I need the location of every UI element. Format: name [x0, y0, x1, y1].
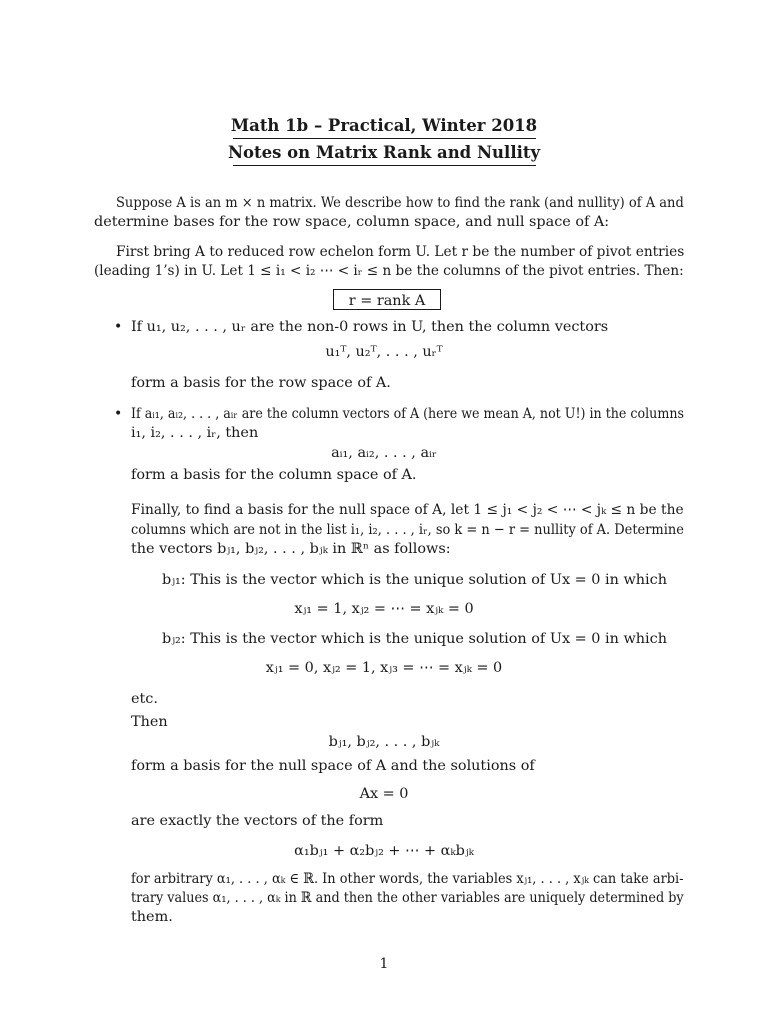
null-basis-equation: bⱼ₁, bⱼ₂, . . . , bⱼₖ	[328, 734, 440, 750]
title-rule	[233, 138, 536, 139]
title-rule-bottom	[233, 165, 536, 166]
bullet2-line-2: i₁, i₂, . . . , iᵣ, then	[131, 425, 259, 441]
bullet-mark: •	[114, 319, 123, 335]
etc-text: etc.	[131, 691, 158, 707]
bullet2-line-1: If aᵢ₁, aᵢ₂, . . . , aᵢᵣ are the column vectors of A (here we mean A, not U!) in the columns	[131, 406, 684, 422]
bullet1-line-1: If u₁, u₂, . . . , uᵣ are the non-0 rows in U, then the column vectors	[131, 319, 609, 335]
combination-equation: α₁bⱼ₁ + α₂bⱼ₂ + ⋯ + αₖbⱼₖ	[294, 843, 474, 859]
pivot-line-2: (leading 1’s) in U. Let 1 ≤ i₁ < i₂ ⋯ < iᵣ ≤ n be the columns of the pivot entries. Then:	[94, 263, 684, 279]
null-line-3: the vectors bⱼ₁, bⱼ₂, . . . , bⱼₖ in ℝⁿ as follows:	[131, 541, 451, 557]
final-line-2: trary values α₁, . . . , αₖ in ℝ and then the other variables are uniquely determined by	[131, 890, 684, 906]
bullet1-equation: u₁ᵀ, u₂ᵀ, . . . , uᵣᵀ	[325, 344, 443, 360]
form-basis-line: form a basis for the null space of A and the solutions of	[131, 758, 535, 774]
pivot-line-1: First bring A to reduced row echelon form U. Let r be the number of pivot entries	[116, 244, 685, 260]
title-line-2: Notes on Matrix Rank and Nullity	[227, 143, 541, 162]
then-text: Then	[131, 714, 168, 730]
final-line-3: them.	[131, 909, 173, 925]
bullet2-line-3: form a basis for the column space of A.	[131, 467, 417, 483]
final-line-1: for arbitrary α₁, . . . , αₖ ∈ ℝ. In other words, the variables xⱼ₁, . . . , xⱼₖ can take arbi-	[131, 871, 684, 887]
intro-line-2: determine bases for the row space, column space, and null space of A:	[94, 214, 610, 230]
title-line-1: Math 1b – Practical, Winter 2018	[230, 116, 538, 135]
null-line-1: Finally, to find a basis for the null space of A, let 1 ≤ j₁ < j₂ < ⋯ < jₖ ≤ n be the	[131, 502, 684, 518]
b2-equation: xⱼ₁ = 0, xⱼ₂ = 1, xⱼ₃ = ⋯ = xⱼₖ = 0	[265, 660, 503, 676]
intro-line-1: Suppose A is an m × n matrix. We describe how to find the rank (and nullity) of A and	[116, 195, 684, 211]
b2-definition: bⱼ₂: This is the vector which is the unique solution of Ux = 0 in which	[162, 631, 667, 647]
rank-box: r = rank A	[333, 289, 441, 310]
bullet1-line-2: form a basis for the row space of A.	[131, 375, 391, 391]
null-line-2: columns which are not in the list i₁, i₂, . . . , iᵣ, so k = n − r = nullity of A. Determine	[131, 522, 684, 538]
ax-equation: Ax = 0	[359, 786, 409, 802]
b1-definition: bⱼ₁: This is the vector which is the unique solution of Ux = 0 in which	[162, 572, 667, 588]
bullet-mark: •	[114, 406, 123, 422]
page-number: 1	[379, 956, 389, 972]
exactly-line: are exactly the vectors of the form	[131, 813, 384, 829]
bullet2-equation: aᵢ₁, aᵢ₂, . . . , aᵢᵣ	[331, 445, 437, 461]
b1-equation: xⱼ₁ = 1, xⱼ₂ = ⋯ = xⱼₖ = 0	[294, 601, 474, 617]
